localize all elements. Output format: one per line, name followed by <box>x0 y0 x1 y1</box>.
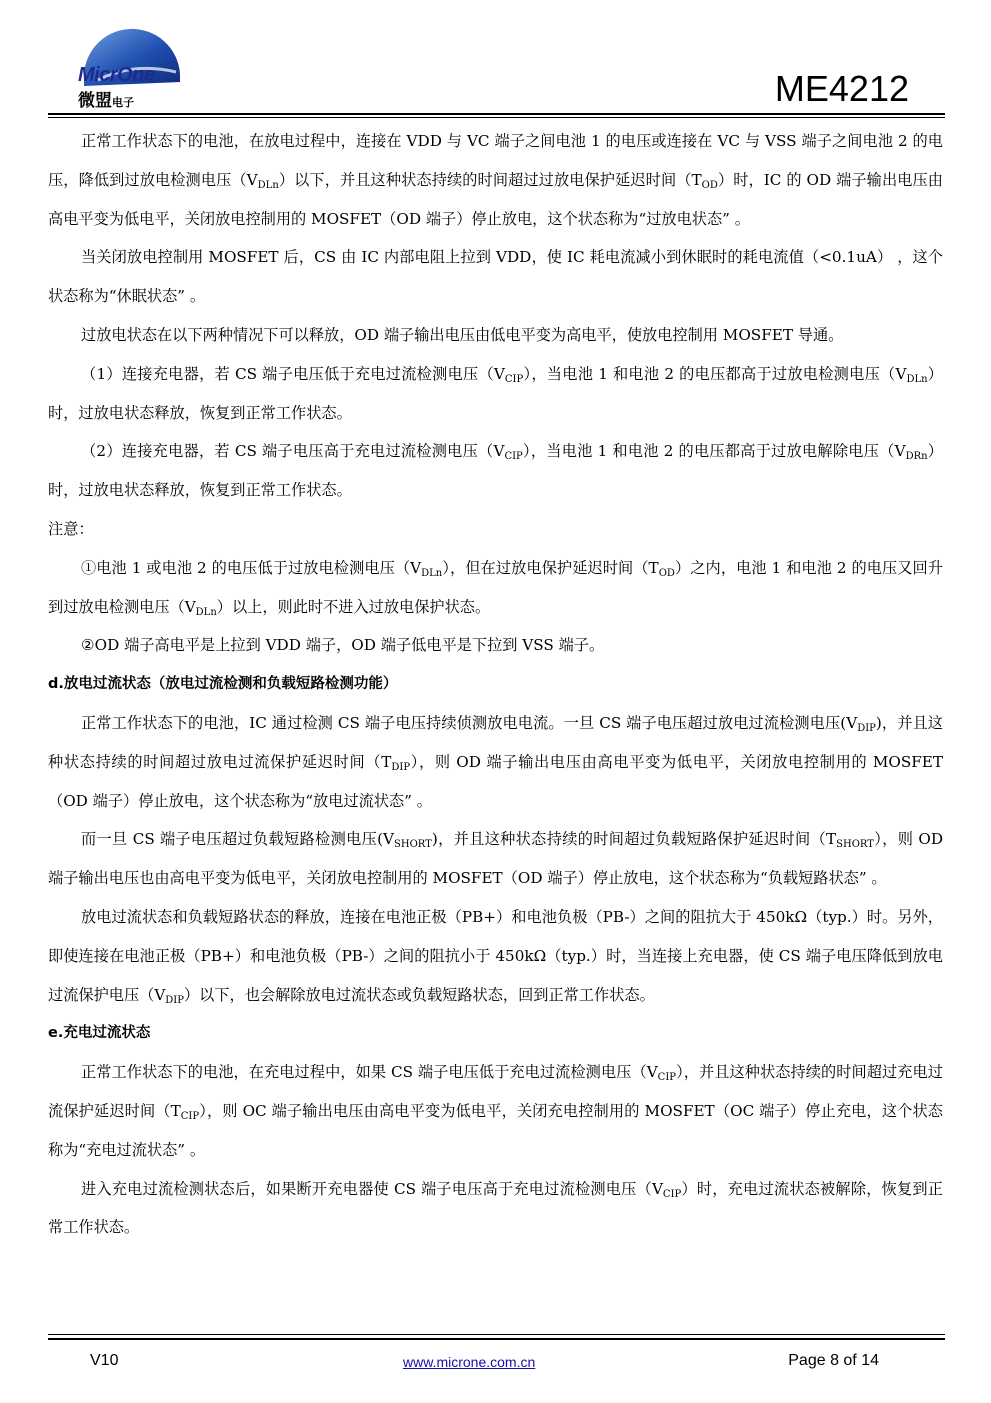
page-number: Page 8 of 14 <box>788 1352 879 1369</box>
note-item-2: ②OD 端子高电平是上拉到 VDD 端子，OD 端子低电平是下拉到 VSS 端子。 <box>81 636 605 655</box>
document-body <box>48 122 943 1247</box>
section-heading-e: e.充电过流状态 <box>48 1025 151 1042</box>
paragraph-discharge-overcurrent: 正常工作状态下的电池，IC 通过检测 CS 端子电压持续侦测放电电流。一旦 CS 端子电压超过放电过流检测电压$(V_{DIP})$，并且这种状态持续的时间超过放电过流保护延迟时间$(T_{DIP})$，则 OD 端子输出电压由高电平变为低电平，关闭放电控制用的 MOSFET（OD 端子）停止放电，这个状态称为“放电过流状态” 。 <box>48 713 943 810</box>
page-header <box>48 20 945 112</box>
section-heading-d: d.放电过流状态（放电过流检测和负载短路检测功能） <box>48 676 398 693</box>
note-item-1: ①电池 1 或电池 2 的电压低于过放电检测电压$(V_{DLn})$，但在过放电保护延迟时间$(T_{OD})$之内，电池 1 和电池 2 的电压又回升到过放电检测电压$(V_{DLn})$以上，则此时不进入过放电保护状态。 <box>48 558 944 618</box>
paragraph-release-case-2: （2）连接充电器，若 CS 端子电压高于充电过流检测电压$(V_{CIP})$，当电池 1 和电池 2 的电压都高于过放电解除电压$(V_{DRn})$时，过放电状态释放，恢复到正常工作状态。 <box>48 442 943 500</box>
paragraph-release-case-1: （1）连接充电器，若 CS 端子电压低于充电过流检测电压$(V_{CIP})$，当电池 1 和电池 2 的电压都高于过放电检测电压$(V_{DLn})$时，过放电状态释放，恢复到正常工作状态。 <box>48 364 943 422</box>
logo-text-chinese: 微盟电子 <box>78 91 134 111</box>
footer-rule <box>48 1338 945 1340</box>
logo-text-english: MicrOne <box>78 64 155 86</box>
paragraph-release-intro: 过放电状态在以下两种情况下可以释放，OD 端子输出电压由低电平变为高电平，使放电控制用 MOSFET 导通。 <box>81 325 844 344</box>
website-link[interactable]: www.microne.com.cn <box>403 1354 536 1370</box>
paragraph-charge-overcurrent: 正常工作状态下的电池，在充电过程中，如果 CS 端子电压低于充电过流检测电压$(V_{CIP})$，并且这种状态持续的时间超过充电过流保护延迟时间$(T_{CIP})$，则 OC 端子输出电压由高电平变为低电平，关闭充电控制用的 MOSFET（OC 端子）停止充电，这个状态称为“充电过流状态” 。 <box>48 1063 943 1159</box>
paragraph-charge-overcurrent-release: 进入充电过流检测状态后，如果断开充电器使 CS 端子电压高于充电过流检测电压$(V_{CIP})$时，充电过流状态被解除，恢复到正常工作状态。 <box>48 1179 943 1237</box>
paragraph-overdischarge-state: 正常工作状态下的电池，在放电过程中，连接在 VDD 与 VC 端子之间电池 1 的电压或连接在 VC 与 VSS 端子之间电池 2 的电压，降低到过放电检测电压$(V_{DLn})$以下，并且这种状态持续的时间超过过放电保护延迟时间$(T_{OD})$时，IC 的 OD 端子输出电压由高电平变为低电平，关闭放电控制用的 MOSFET（OD 端子）停止放电，这个状态称为“过放电状态” 。 <box>48 132 943 228</box>
paragraph-load-short: 而一旦 CS 端子电压超过负载短路检测电压$(V_{SHORT})$，并且这种状态持续的时间超过负载短路保护延迟时间$(T_{SHORT})$，则 OD 端子输出电压也由高电平变为低电平，关闭放电控制用的 MOSFET（OD 端子）停止放电，这个状态称为“负载短路状态” 。 <box>48 830 944 888</box>
footer-rule-thin <box>48 1334 945 1335</box>
header-rule-thin <box>48 117 945 118</box>
note-label: 注意： <box>48 519 94 538</box>
version-label: V10 <box>90 1352 119 1369</box>
header-rule <box>48 113 945 115</box>
paragraph-sleep-state: 当关闭放电控制用 MOSFET 后，CS 由 IC 内部电阻上拉到 VDD，使 IC 耗电流减小到休眠时的耗电流值（<0.1uA） ，这个状态称为“休眠状态” 。 <box>48 248 943 306</box>
paragraph-overcurrent-release: 放电过流状态和负载短路状态的释放，连接在电池正极（PB+）和电池负极（PB-）之间的阻抗大于 450kΩ（typ.）时。另外，即使连接在电池正极（PB+）和电池负极（PB-）之间的阻抗小于 450kΩ（typ.）时，当连接上充电器，使 CS 端子电压降低到放电过流保护电压$(V_{DIP})$以下，也会解除放电过流状态或负载短路状态，回到正常工作状态。 <box>48 907 943 1006</box>
model-number: ME4212 <box>774 68 909 109</box>
page-footer <box>48 1352 945 1376</box>
